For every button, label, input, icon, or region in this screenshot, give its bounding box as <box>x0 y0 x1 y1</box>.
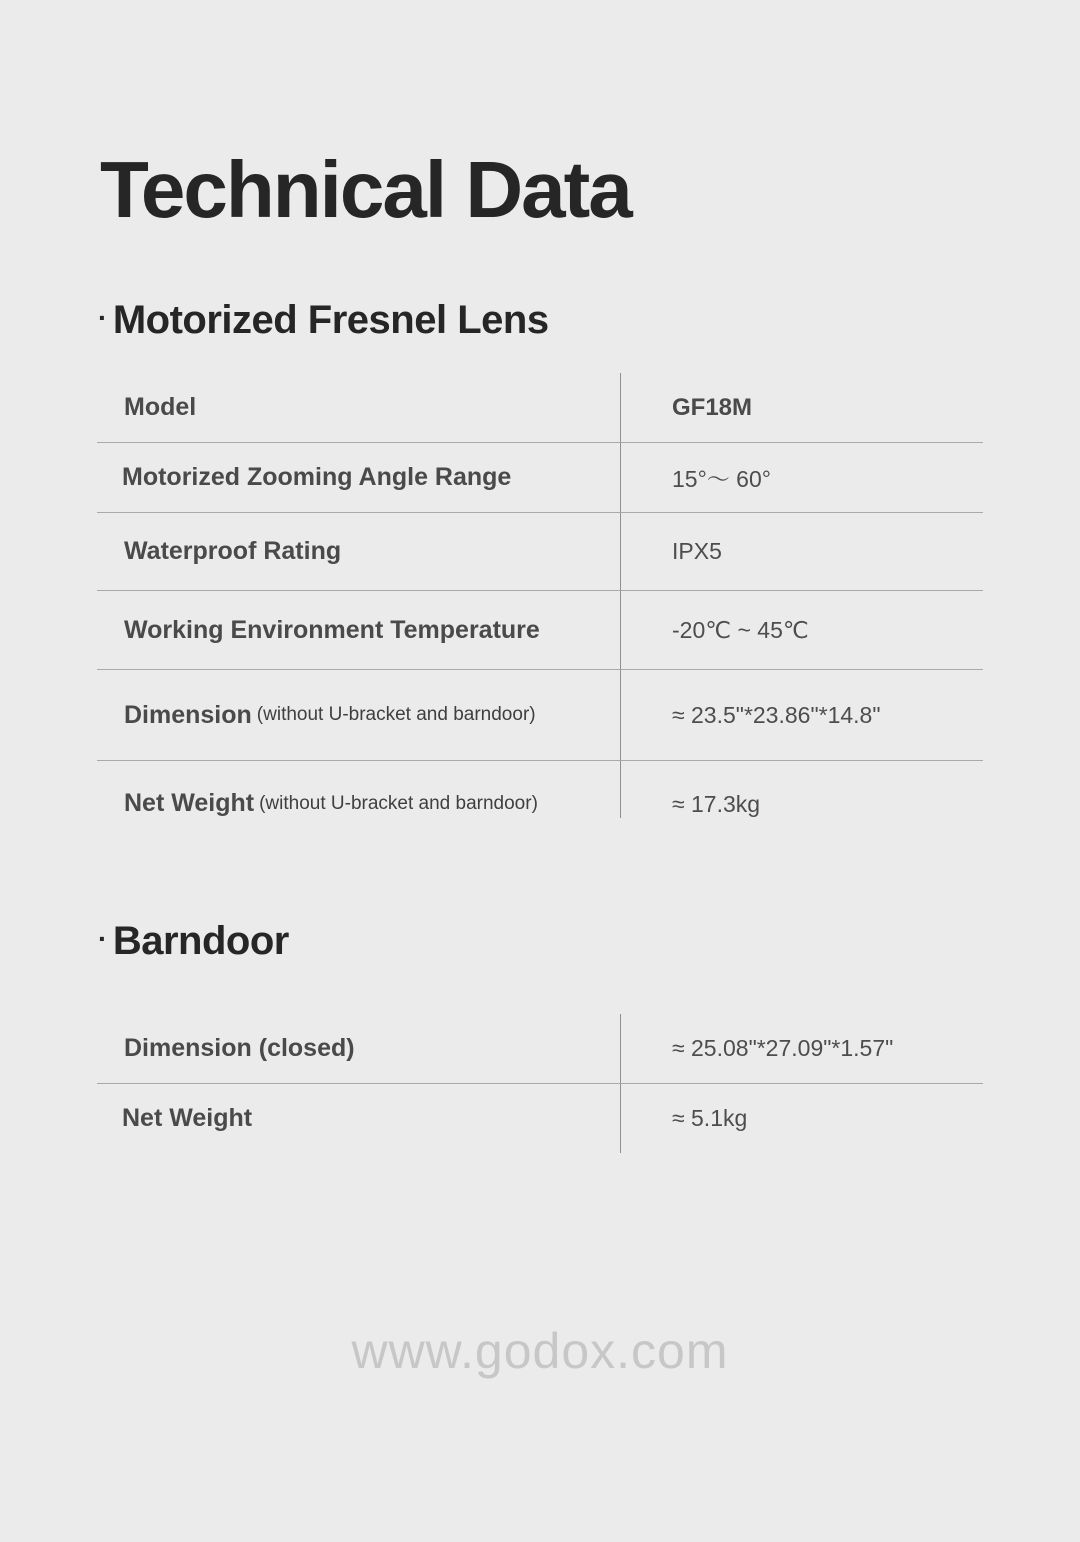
table-row <box>97 761 983 868</box>
fresnel-lens-spec-table <box>97 373 983 868</box>
spec-value-waterproof: IPX5 <box>672 538 722 564</box>
table-row <box>97 591 983 670</box>
spec-label-net-weight: Net Weight (without U-bracket and barndoor) <box>97 761 621 818</box>
spec-label-barndoor-weight: Net Weight <box>97 1084 621 1153</box>
spec-label-zoom-range: Motorized Zooming Angle Range <box>97 443 621 512</box>
spec-value-dimension: ≈ 23.5"*23.86"*14.8" <box>672 701 881 728</box>
spec-label-waterproof: Waterproof Rating <box>97 513 621 590</box>
spec-value-net-weight: ≈ 17.3kg <box>672 791 761 817</box>
section-heading-text: Barndoor <box>112 919 289 963</box>
section-heading-fresnel-lens <box>98 300 549 340</box>
barndoor-spec-table <box>97 1014 983 1153</box>
table-row <box>97 670 983 761</box>
table-row <box>97 1014 983 1084</box>
section-heading-text: Motorized Fresnel Lens <box>112 298 549 342</box>
website-url: www.godox.com <box>351 1323 729 1379</box>
table-row <box>97 443 983 513</box>
spec-label-note: (without U-bracket and barndoor) <box>256 704 536 725</box>
bullet-icon: · <box>98 302 107 333</box>
spec-label-temperature: Working Environment Temperature <box>97 591 621 669</box>
table-row <box>97 373 983 443</box>
section-heading-barndoor <box>98 921 289 961</box>
spec-value-dimension-closed: ≈ 25.08"*27.09"*1.57" <box>672 1035 894 1061</box>
spec-label-note: (without U-bracket and barndoor) <box>259 793 538 814</box>
spec-value-zoom-range: 15°～ 60° <box>672 466 771 492</box>
spec-label-dimension-closed: Dimension (closed) <box>97 1014 621 1083</box>
spec-value-model: GF18M <box>672 393 753 421</box>
table-row <box>97 513 983 591</box>
bullet-icon: · <box>98 923 107 954</box>
spec-value-temperature: -20℃ ~ 45℃ <box>672 616 809 643</box>
spec-label-model: Model <box>97 373 621 442</box>
page-title: Technical Data <box>100 145 631 234</box>
spec-label-dimension: Dimension (without U-bracket and barndoor) <box>97 670 621 760</box>
table-row <box>97 1084 983 1153</box>
spec-value-barndoor-weight: ≈ 5.1kg <box>672 1105 748 1131</box>
